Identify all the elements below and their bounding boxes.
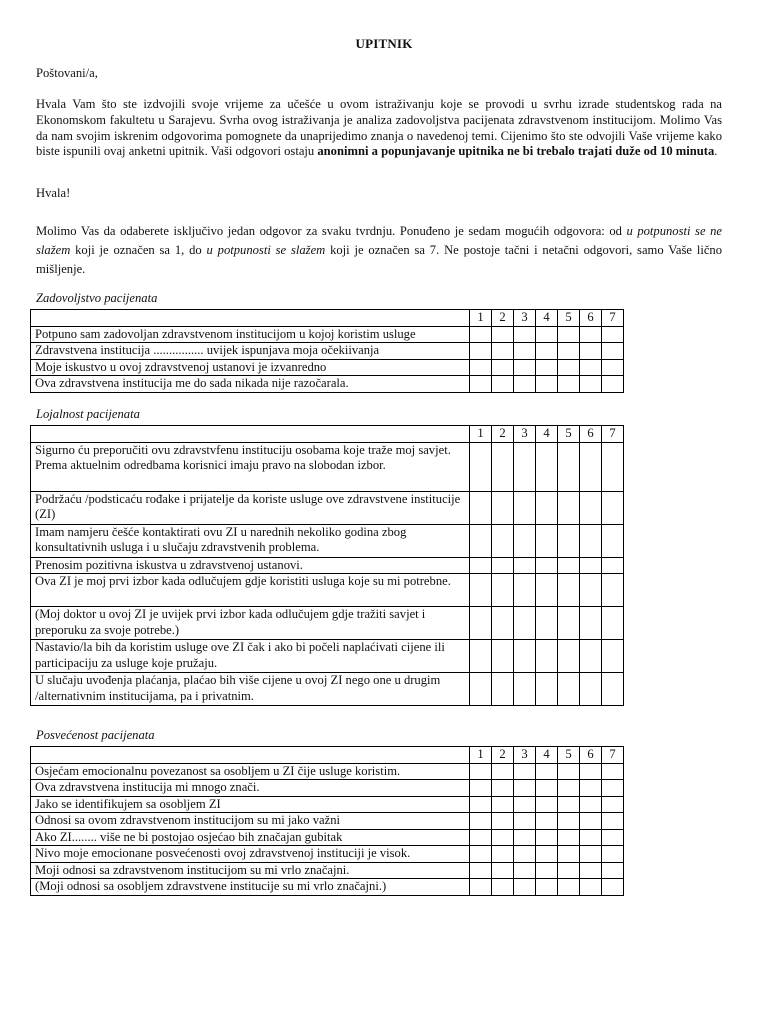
scale-number: 3 <box>514 310 536 327</box>
statement-text: Ako ZI........ više ne bi postojao osjećao bih značajan gubitak <box>31 829 470 846</box>
rating-cell-6[interactable] <box>580 879 602 896</box>
statement-text: (Moji odnosi sa osobljem zdravstvene institucije su mi vrlo značajni.) <box>31 879 470 896</box>
rating-cell-7[interactable] <box>602 796 624 813</box>
rating-cell-3[interactable] <box>514 829 536 846</box>
statement-text: Osjećam emocionalnu povezanost sa osobljem u ZI čije usluge koristim. <box>31 763 470 780</box>
rating-cell-1[interactable] <box>470 376 492 393</box>
table-row <box>31 879 624 896</box>
rating-cell-7[interactable] <box>602 607 624 640</box>
header-blank-cell <box>31 426 470 443</box>
table-row <box>31 442 624 491</box>
rating-cell-3[interactable] <box>514 359 536 376</box>
rating-cell-5[interactable] <box>558 359 580 376</box>
instr-part1: Molimo Vas da odaberete isključivo jedan odgovor za svaku tvrdnju. Ponuđeno je sedam mogućih odgovora: od <box>36 224 627 238</box>
rating-cell-2[interactable] <box>492 780 514 797</box>
rating-cell-2[interactable] <box>492 343 514 360</box>
intro-bold-text: anonimni a popunjavanje upitnika ne bi trebalo trajati duže od 10 minuta <box>317 144 715 159</box>
table-row <box>31 491 624 524</box>
rating-cell-7[interactable] <box>602 829 624 846</box>
rating-cell-2[interactable] <box>492 491 514 524</box>
rating-cell-1[interactable] <box>470 763 492 780</box>
rating-cell-7[interactable] <box>602 640 624 673</box>
table-row <box>31 607 624 640</box>
rating-cell-5[interactable] <box>558 491 580 524</box>
rating-cell-4[interactable] <box>536 326 558 343</box>
rating-cell-4[interactable] <box>536 846 558 863</box>
section-title: Zadovoljstvo pacijenata <box>36 291 158 305</box>
rating-cell-1[interactable] <box>470 524 492 557</box>
rating-cell-2[interactable] <box>492 673 514 706</box>
rating-cell-1[interactable] <box>470 829 492 846</box>
rating-cell-3[interactable] <box>514 846 536 863</box>
rating-cell-4[interactable] <box>536 491 558 524</box>
rating-cell-5[interactable] <box>558 846 580 863</box>
rating-cell-2[interactable] <box>492 813 514 830</box>
rating-cell-2[interactable] <box>492 524 514 557</box>
greeting: Poštovani/a, <box>36 66 98 80</box>
rating-cell-4[interactable] <box>536 557 558 574</box>
rating-cell-4[interactable] <box>536 376 558 393</box>
rating-cell-3[interactable] <box>514 491 536 524</box>
statement-text: Ova zdravstvena institucija mi mnogo znači. <box>31 780 470 797</box>
instr-italic1: u potpunosti se ne slažem <box>36 224 722 257</box>
rating-cell-5[interactable] <box>558 524 580 557</box>
rating-cell-2[interactable] <box>492 829 514 846</box>
rating-cell-6[interactable] <box>580 491 602 524</box>
table-row <box>31 813 624 830</box>
statement-text: Moji odnosi sa zdravstvenom institucijom su mi vrlo značajni. <box>31 862 470 879</box>
rating-cell-2[interactable] <box>492 442 514 491</box>
rating-cell-7[interactable] <box>602 879 624 896</box>
statement-text: Nastavio/la bih da koristim usluge ove ZI čak i ako bi počeli naplaćivati cijene ili participaciju za usluge koje pružaju. <box>31 640 470 673</box>
rating-cell-4[interactable] <box>536 813 558 830</box>
rating-cell-1[interactable] <box>470 640 492 673</box>
rating-cell-5[interactable] <box>558 640 580 673</box>
rating-cell-7[interactable] <box>602 763 624 780</box>
rating-cell-3[interactable] <box>514 879 536 896</box>
rating-cell-1[interactable] <box>470 359 492 376</box>
rating-table <box>30 309 624 393</box>
rating-cell-4[interactable] <box>536 524 558 557</box>
table-row <box>31 640 624 673</box>
rating-cell-6[interactable] <box>580 376 602 393</box>
rating-cell-1[interactable] <box>470 491 492 524</box>
table-row <box>31 557 624 574</box>
statement-text: U slučaju uvođenja plaćanja, plaćao bih više cijene u ovoj ZI nego one u drugim /alternativnim institucijama, pa i privatnim. <box>31 673 470 706</box>
rating-cell-5[interactable] <box>558 780 580 797</box>
rating-cell-3[interactable] <box>514 862 536 879</box>
statement-text: Odnosi sa ovom zdravstvenom institucijom su mi jako važni <box>31 813 470 830</box>
scale-number: 7 <box>602 747 624 764</box>
scale-number: 2 <box>492 747 514 764</box>
rating-cell-1[interactable] <box>470 557 492 574</box>
statement-text: Prenosim pozitivna iskustva u zdravstvenoj ustanovi. <box>31 557 470 574</box>
rating-cell-4[interactable] <box>536 574 558 607</box>
thanks-text: Hvala! <box>36 186 71 200</box>
rating-cell-4[interactable] <box>536 442 558 491</box>
table-row <box>31 343 624 360</box>
rating-cell-6[interactable] <box>580 862 602 879</box>
rating-cell-4[interactable] <box>536 879 558 896</box>
rating-cell-3[interactable] <box>514 780 536 797</box>
rating-cell-3[interactable] <box>514 796 536 813</box>
rating-cell-7[interactable] <box>602 557 624 574</box>
rating-cell-1[interactable] <box>470 326 492 343</box>
intro-paragraph <box>36 97 722 160</box>
rating-cell-1[interactable] <box>470 442 492 491</box>
rating-cell-7[interactable] <box>602 343 624 360</box>
rating-cell-7[interactable] <box>602 673 624 706</box>
rating-cell-7[interactable] <box>602 376 624 393</box>
rating-cell-6[interactable] <box>580 343 602 360</box>
instr-part3: koji je označen sa 7. Ne postoje tačni i netačni odgovori, samo Vaše lično mišljenje. <box>36 243 723 276</box>
page-title: UPITNIK <box>355 36 413 51</box>
table-row <box>31 780 624 797</box>
rating-cell-2[interactable] <box>492 862 514 879</box>
instr-italic2: u potpunosti se slažem <box>206 243 326 257</box>
scale-number: 3 <box>514 747 536 764</box>
rating-cell-1[interactable] <box>470 813 492 830</box>
rating-cell-5[interactable] <box>558 879 580 896</box>
rating-cell-3[interactable] <box>514 442 536 491</box>
rating-cell-1[interactable] <box>470 343 492 360</box>
rating-cell-7[interactable] <box>602 524 624 557</box>
statement-text: Podržaću /podsticaću rođake i prijatelje da koriste usluge ove zdravstvene institucije (ZI) <box>31 491 470 524</box>
table-row <box>31 796 624 813</box>
table-row <box>31 763 624 780</box>
rating-cell-5[interactable] <box>558 862 580 879</box>
rating-cell-1[interactable] <box>470 796 492 813</box>
rating-cell-7[interactable] <box>602 862 624 879</box>
rating-cell-1[interactable] <box>470 879 492 896</box>
rating-cell-3[interactable] <box>514 640 536 673</box>
rating-cell-7[interactable] <box>602 326 624 343</box>
rating-cell-2[interactable] <box>492 607 514 640</box>
rating-cell-4[interactable] <box>536 862 558 879</box>
scale-number: 5 <box>558 426 580 443</box>
header-blank-cell <box>31 310 470 327</box>
rating-cell-3[interactable] <box>514 763 536 780</box>
rating-cell-6[interactable] <box>580 763 602 780</box>
section-title: Posvećenost pacijenata <box>36 728 155 742</box>
rating-cell-6[interactable] <box>580 326 602 343</box>
rating-cell-2[interactable] <box>492 359 514 376</box>
rating-table <box>30 746 624 896</box>
table-row <box>31 574 624 607</box>
table-row <box>31 359 624 376</box>
rating-cell-3[interactable] <box>514 607 536 640</box>
table-row <box>31 829 624 846</box>
rating-cell-7[interactable] <box>602 574 624 607</box>
rating-cell-5[interactable] <box>558 796 580 813</box>
rating-table <box>30 425 624 706</box>
rating-cell-2[interactable] <box>492 763 514 780</box>
rating-cell-6[interactable] <box>580 359 602 376</box>
rating-cell-3[interactable] <box>514 376 536 393</box>
scale-header-row <box>31 310 624 327</box>
rating-cell-3[interactable] <box>514 343 536 360</box>
rating-cell-6[interactable] <box>580 442 602 491</box>
scale-number: 5 <box>558 747 580 764</box>
scale-number: 2 <box>492 310 514 327</box>
statement-text: Ova zdravstvena institucija me do sada nikada nije razočarala. <box>31 376 470 393</box>
rating-cell-1[interactable] <box>470 607 492 640</box>
table-row <box>31 376 624 393</box>
rating-cell-4[interactable] <box>536 780 558 797</box>
header-blank-cell <box>31 747 470 764</box>
statement-text: Jako se identifikujem sa osobljem ZI <box>31 796 470 813</box>
statement-text: Imam namjeru češće kontaktirati ovu ZI u narednih nekoliko godina zbog konsultativnih usluga i u slučaju zdravstvenih problema. <box>31 524 470 557</box>
rating-cell-7[interactable] <box>602 491 624 524</box>
instructions-paragraph <box>36 222 722 279</box>
rating-cell-2[interactable] <box>492 640 514 673</box>
scale-number: 7 <box>602 310 624 327</box>
rating-cell-5[interactable] <box>558 326 580 343</box>
rating-cell-6[interactable] <box>580 780 602 797</box>
section-title: Lojalnost pacijenata <box>36 407 140 421</box>
rating-cell-7[interactable] <box>602 442 624 491</box>
rating-cell-4[interactable] <box>536 763 558 780</box>
rating-cell-4[interactable] <box>536 829 558 846</box>
table-row <box>31 862 624 879</box>
statement-text: Nivo moje emocionane posvećenosti ovoj zdravstvenoj instituciji je visok. <box>31 846 470 863</box>
rating-cell-7[interactable] <box>602 813 624 830</box>
scale-number: 1 <box>470 310 492 327</box>
scale-number: 6 <box>580 310 602 327</box>
rating-cell-4[interactable] <box>536 343 558 360</box>
rating-cell-6[interactable] <box>580 813 602 830</box>
rating-cell-5[interactable] <box>558 376 580 393</box>
rating-cell-6[interactable] <box>580 557 602 574</box>
scale-number: 2 <box>492 426 514 443</box>
rating-cell-6[interactable] <box>580 846 602 863</box>
rating-cell-2[interactable] <box>492 574 514 607</box>
rating-cell-1[interactable] <box>470 780 492 797</box>
rating-cell-2[interactable] <box>492 796 514 813</box>
rating-cell-7[interactable] <box>602 359 624 376</box>
rating-cell-1[interactable] <box>470 673 492 706</box>
rating-cell-2[interactable] <box>492 557 514 574</box>
rating-cell-1[interactable] <box>470 862 492 879</box>
scale-number: 6 <box>580 747 602 764</box>
rating-cell-4[interactable] <box>536 607 558 640</box>
rating-cell-7[interactable] <box>602 780 624 797</box>
rating-cell-5[interactable] <box>558 813 580 830</box>
scale-number: 4 <box>536 747 558 764</box>
rating-cell-6[interactable] <box>580 524 602 557</box>
table-row <box>31 846 624 863</box>
rating-cell-7[interactable] <box>602 846 624 863</box>
rating-cell-2[interactable] <box>492 846 514 863</box>
rating-cell-4[interactable] <box>536 673 558 706</box>
rating-cell-4[interactable] <box>536 359 558 376</box>
scale-number: 1 <box>470 747 492 764</box>
rating-cell-4[interactable] <box>536 640 558 673</box>
rating-cell-3[interactable] <box>514 326 536 343</box>
scale-number: 4 <box>536 310 558 327</box>
scale-number: 6 <box>580 426 602 443</box>
statement-text: Sigurno ću preporučiti ovu zdravstvfenu instituciju osobama koje traže moj savjet. Prema aktuelnim odredbama korisnici imaju pravo na slobodan izbor. <box>31 442 470 491</box>
rating-cell-6[interactable] <box>580 607 602 640</box>
rating-cell-3[interactable] <box>514 557 536 574</box>
statement-text: Ova ZI je moj prvi izbor kada odlučujem gdje koristiti usluga koje su mi potrebne. <box>31 574 470 607</box>
statement-text: Potpuno sam zadovoljan zdravstvenom institucijom u kojoj koristim usluge <box>31 326 470 343</box>
table-row <box>31 524 624 557</box>
rating-cell-5[interactable] <box>558 763 580 780</box>
scale-header-row <box>31 747 624 764</box>
rating-cell-5[interactable] <box>558 442 580 491</box>
rating-cell-2[interactable] <box>492 326 514 343</box>
scale-number: 7 <box>602 426 624 443</box>
rating-cell-6[interactable] <box>580 640 602 673</box>
rating-cell-4[interactable] <box>536 796 558 813</box>
rating-cell-1[interactable] <box>470 574 492 607</box>
rating-cell-3[interactable] <box>514 574 536 607</box>
rating-cell-2[interactable] <box>492 376 514 393</box>
rating-cell-5[interactable] <box>558 557 580 574</box>
instr-part2: koji je označen sa 1, do <box>70 243 207 257</box>
rating-cell-3[interactable] <box>514 813 536 830</box>
rating-cell-3[interactable] <box>514 673 536 706</box>
rating-cell-5[interactable] <box>558 673 580 706</box>
rating-cell-2[interactable] <box>492 879 514 896</box>
rating-cell-6[interactable] <box>580 829 602 846</box>
scale-number: 4 <box>536 426 558 443</box>
statement-text: Zdravstvena institucija ................ uvijek ispunjava moja očekiivanja <box>31 343 470 360</box>
rating-cell-6[interactable] <box>580 574 602 607</box>
scale-number: 3 <box>514 426 536 443</box>
scale-number: 5 <box>558 310 580 327</box>
rating-cell-5[interactable] <box>558 574 580 607</box>
rating-cell-6[interactable] <box>580 673 602 706</box>
table-row <box>31 673 624 706</box>
rating-cell-1[interactable] <box>470 846 492 863</box>
rating-cell-5[interactable] <box>558 829 580 846</box>
scale-header-row <box>31 426 624 443</box>
intro-end: . <box>714 144 718 159</box>
statement-text: Moje iskustvo u ovoj zdravstvenoj ustanovi je izvanredno <box>31 359 470 376</box>
rating-cell-6[interactable] <box>580 796 602 813</box>
rating-cell-5[interactable] <box>558 607 580 640</box>
scale-number: 1 <box>470 426 492 443</box>
statement-text: (Moj doktor u ovoj ZI je uvijek prvi izbor kada odlučujem gdje tražiti savjet i preporuku za svoje potrebe.) <box>31 607 470 640</box>
rating-cell-3[interactable] <box>514 524 536 557</box>
rating-cell-5[interactable] <box>558 343 580 360</box>
intro-text: Hvala Vam što ste izdvojili svoje vrijeme za učešće u ovom istraživanju koje se provodi u svrhu izrade studentskog rada na Ekonomskom fakultetu u Sarajevu. Svrha ovog istraživanja je analiza zadovoljstva pacijenata zdravstvenom institucijom. Molimo Vas da nam svojim iskrenim odgovorima pomognete da unaprijedimo znanja o navedenoj temi. Cijenimo što ste odvojili Vaše vrijeme kako biste ispunili ovaj anketni upitnik. Vaši odgovori ostaju <box>36 97 722 159</box>
table-row <box>31 326 624 343</box>
